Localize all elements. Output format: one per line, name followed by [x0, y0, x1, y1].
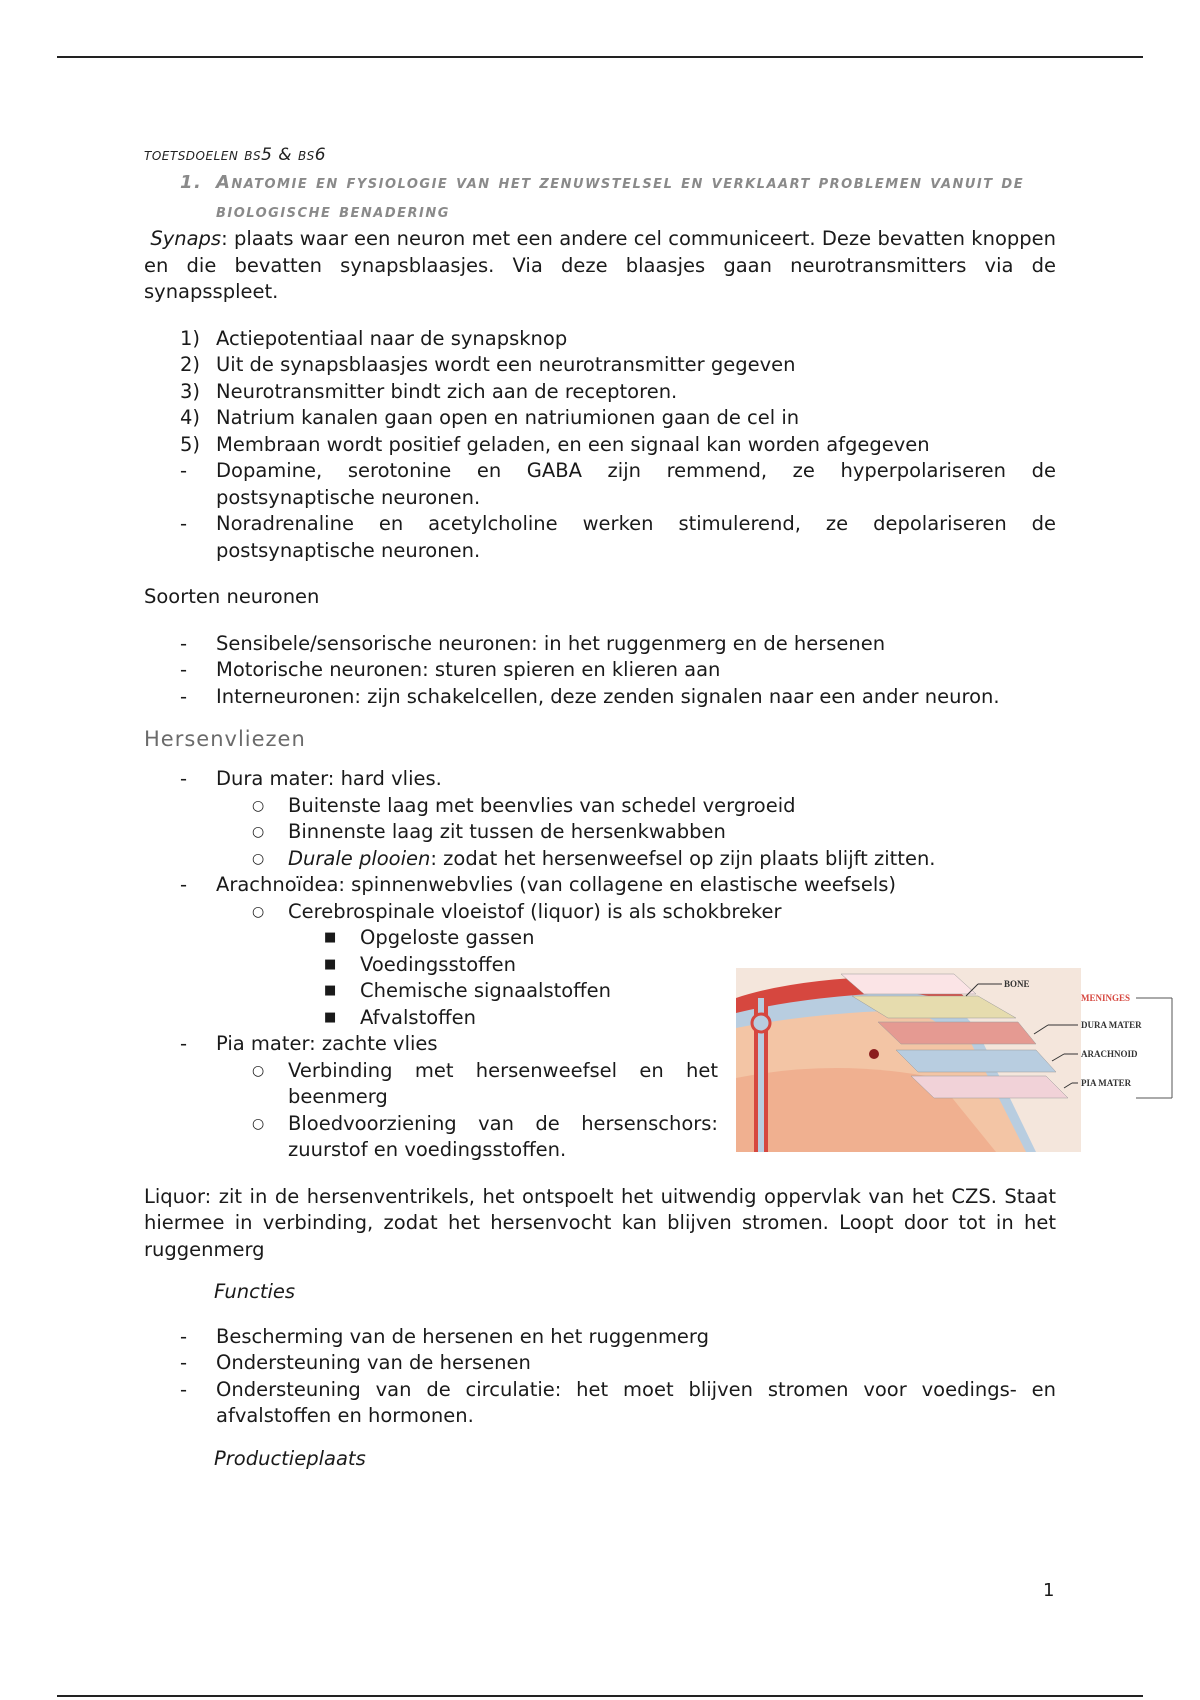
header-rule: [57, 56, 1143, 58]
dura-mater-label: DURA MATER: [1081, 1020, 1142, 1030]
production-heading: Productieplaats: [214, 1446, 366, 1470]
layer-dura: [878, 1022, 1036, 1044]
blood-vessel-dot: [869, 1049, 879, 1059]
list-item: - Ondersteuning van de circulatie: het moet blijven stromen voor voedings- en afvalstoffen en hormonen.: [180, 1377, 1056, 1427]
section-heading: [144, 168, 1056, 226]
venous-sinus: [752, 1014, 770, 1032]
synapse-steps-list: [144, 326, 1056, 565]
section-title: Anatomie en fysiologie van het zenuwstelsel en verklaart problemen vanuit de biologische benadering: [216, 172, 1025, 222]
list-item: - Bescherming van de hersenen en het ruggenmerg: [180, 1324, 709, 1348]
list-item: ■ Voedingsstoffen: [324, 952, 516, 976]
layer-periosteum: [841, 974, 976, 994]
list-item: - Ondersteuning van de hersenen: [180, 1351, 531, 1374]
layer-arachnoid: [896, 1050, 1056, 1072]
synaps-text: : plaats waar een neuron met een andere cel communiceert. Deze bevatten knoppen en die bevatten synapsblaasjes. Via deze blaasjes gaan neurotransmitters via de synapsspleet.: [144, 227, 1056, 303]
meninges-heading: Hersenvliezen: [144, 727, 306, 751]
synaps-term: Synaps: [150, 227, 222, 250]
list-item: 4) Natrium kanalen gaan open en natriumionen gaan de cel in: [180, 406, 800, 429]
list-item: 3) Neurotransmitter bindt zich aan de receptoren.: [180, 379, 678, 403]
list-item: 1) Actiepotentiaal naar de synapsknop: [180, 326, 568, 350]
document-label: toetsdoelen bs5 & bs6: [144, 145, 327, 165]
footer-rule: [57, 1695, 1143, 1697]
list-item: - Dura mater: hard vlies.: [180, 767, 442, 790]
list-item: - Pia mater: zachte vlies: [180, 1032, 438, 1055]
liquor-paragraph: Liquor: zit in de hersenventrikels, het ontspoelt het uitwendig oppervlak van het CZS. Staat hiermee in verbinding, zodat het hersenvocht kan blijven stromen. Loopt door tot in het ruggenmerg: [144, 1184, 1056, 1261]
neuron-types-list: [144, 631, 1056, 711]
list-item: ○ Durale plooien: zodat het hersenweefsel op zijn plaats blijft zitten.: [252, 846, 936, 870]
list-item: ○ Buitenste laag met beenvlies van schedel vergroeid: [252, 793, 796, 817]
list-item: ■ Afvalstoffen: [324, 1005, 476, 1029]
neurons-heading: Soorten neuronen: [144, 585, 320, 608]
list-item: - Noradrenaline en acetylcholine werken stimulerend, ze depolariseren de postsynaptische neuronen.: [180, 512, 1056, 562]
layer-pia: [911, 1076, 1068, 1098]
list-item: - Dopamine, serotonine en GABA zijn remmend, ze hyperpolariseren de postsynaptische neuronen.: [180, 459, 1056, 509]
arachnoid-label: ARACHNOID: [1081, 1049, 1138, 1059]
list-item: ■ Opgeloste gassen: [324, 926, 535, 949]
page-number: 1: [1043, 1580, 1055, 1601]
list-item: ■ Chemische signaalstoffen: [324, 979, 611, 1002]
list-item: 2) Uit de synapsblaasjes wordt een neurotransmitter gegeven: [180, 353, 796, 376]
meninges-diagram: [736, 968, 1176, 1158]
list-item: - Interneuronen: zijn schakelcellen, deze zenden signalen naar een ander neuron.: [180, 684, 1000, 708]
bone-label: BONE: [1004, 979, 1030, 989]
page-content: [144, 142, 1056, 1472]
section-number: 1.: [180, 172, 203, 193]
list-item: - Sensibele/sensorische neuronen: in het ruggenmerg en de hersenen: [180, 631, 886, 655]
functions-list: [144, 1324, 1056, 1430]
pia-mater-label: PIA MATER: [1081, 1078, 1132, 1088]
synaps-paragraph: [144, 226, 1056, 306]
list-item: - Motorische neuronen: sturen spieren en klieren aan: [180, 658, 721, 681]
list-item: ○ Binnenste laag zit tussen de hersenkwabben: [252, 820, 726, 843]
list-item: 5) Membraan wordt positief geladen, en een signaal kan worden afgegeven: [180, 432, 930, 456]
list-item: ○ Verbinding met hersenweefsel en het beenmerg: [252, 1058, 718, 1108]
meninges-label: MENINGES: [1081, 993, 1131, 1003]
list-item: ○ Bloedvoorziening van de hersenschors: zuurstof en voedingsstoffen.: [252, 1111, 718, 1161]
list-item: - Arachnoïdea: spinnenwebvlies (van collagene en elastische weefsels): [180, 873, 897, 896]
functions-heading: Functies: [214, 1280, 296, 1303]
list-item: ○ Cerebrospinale vloeistof (liquor) is als schokbreker: [252, 899, 782, 923]
